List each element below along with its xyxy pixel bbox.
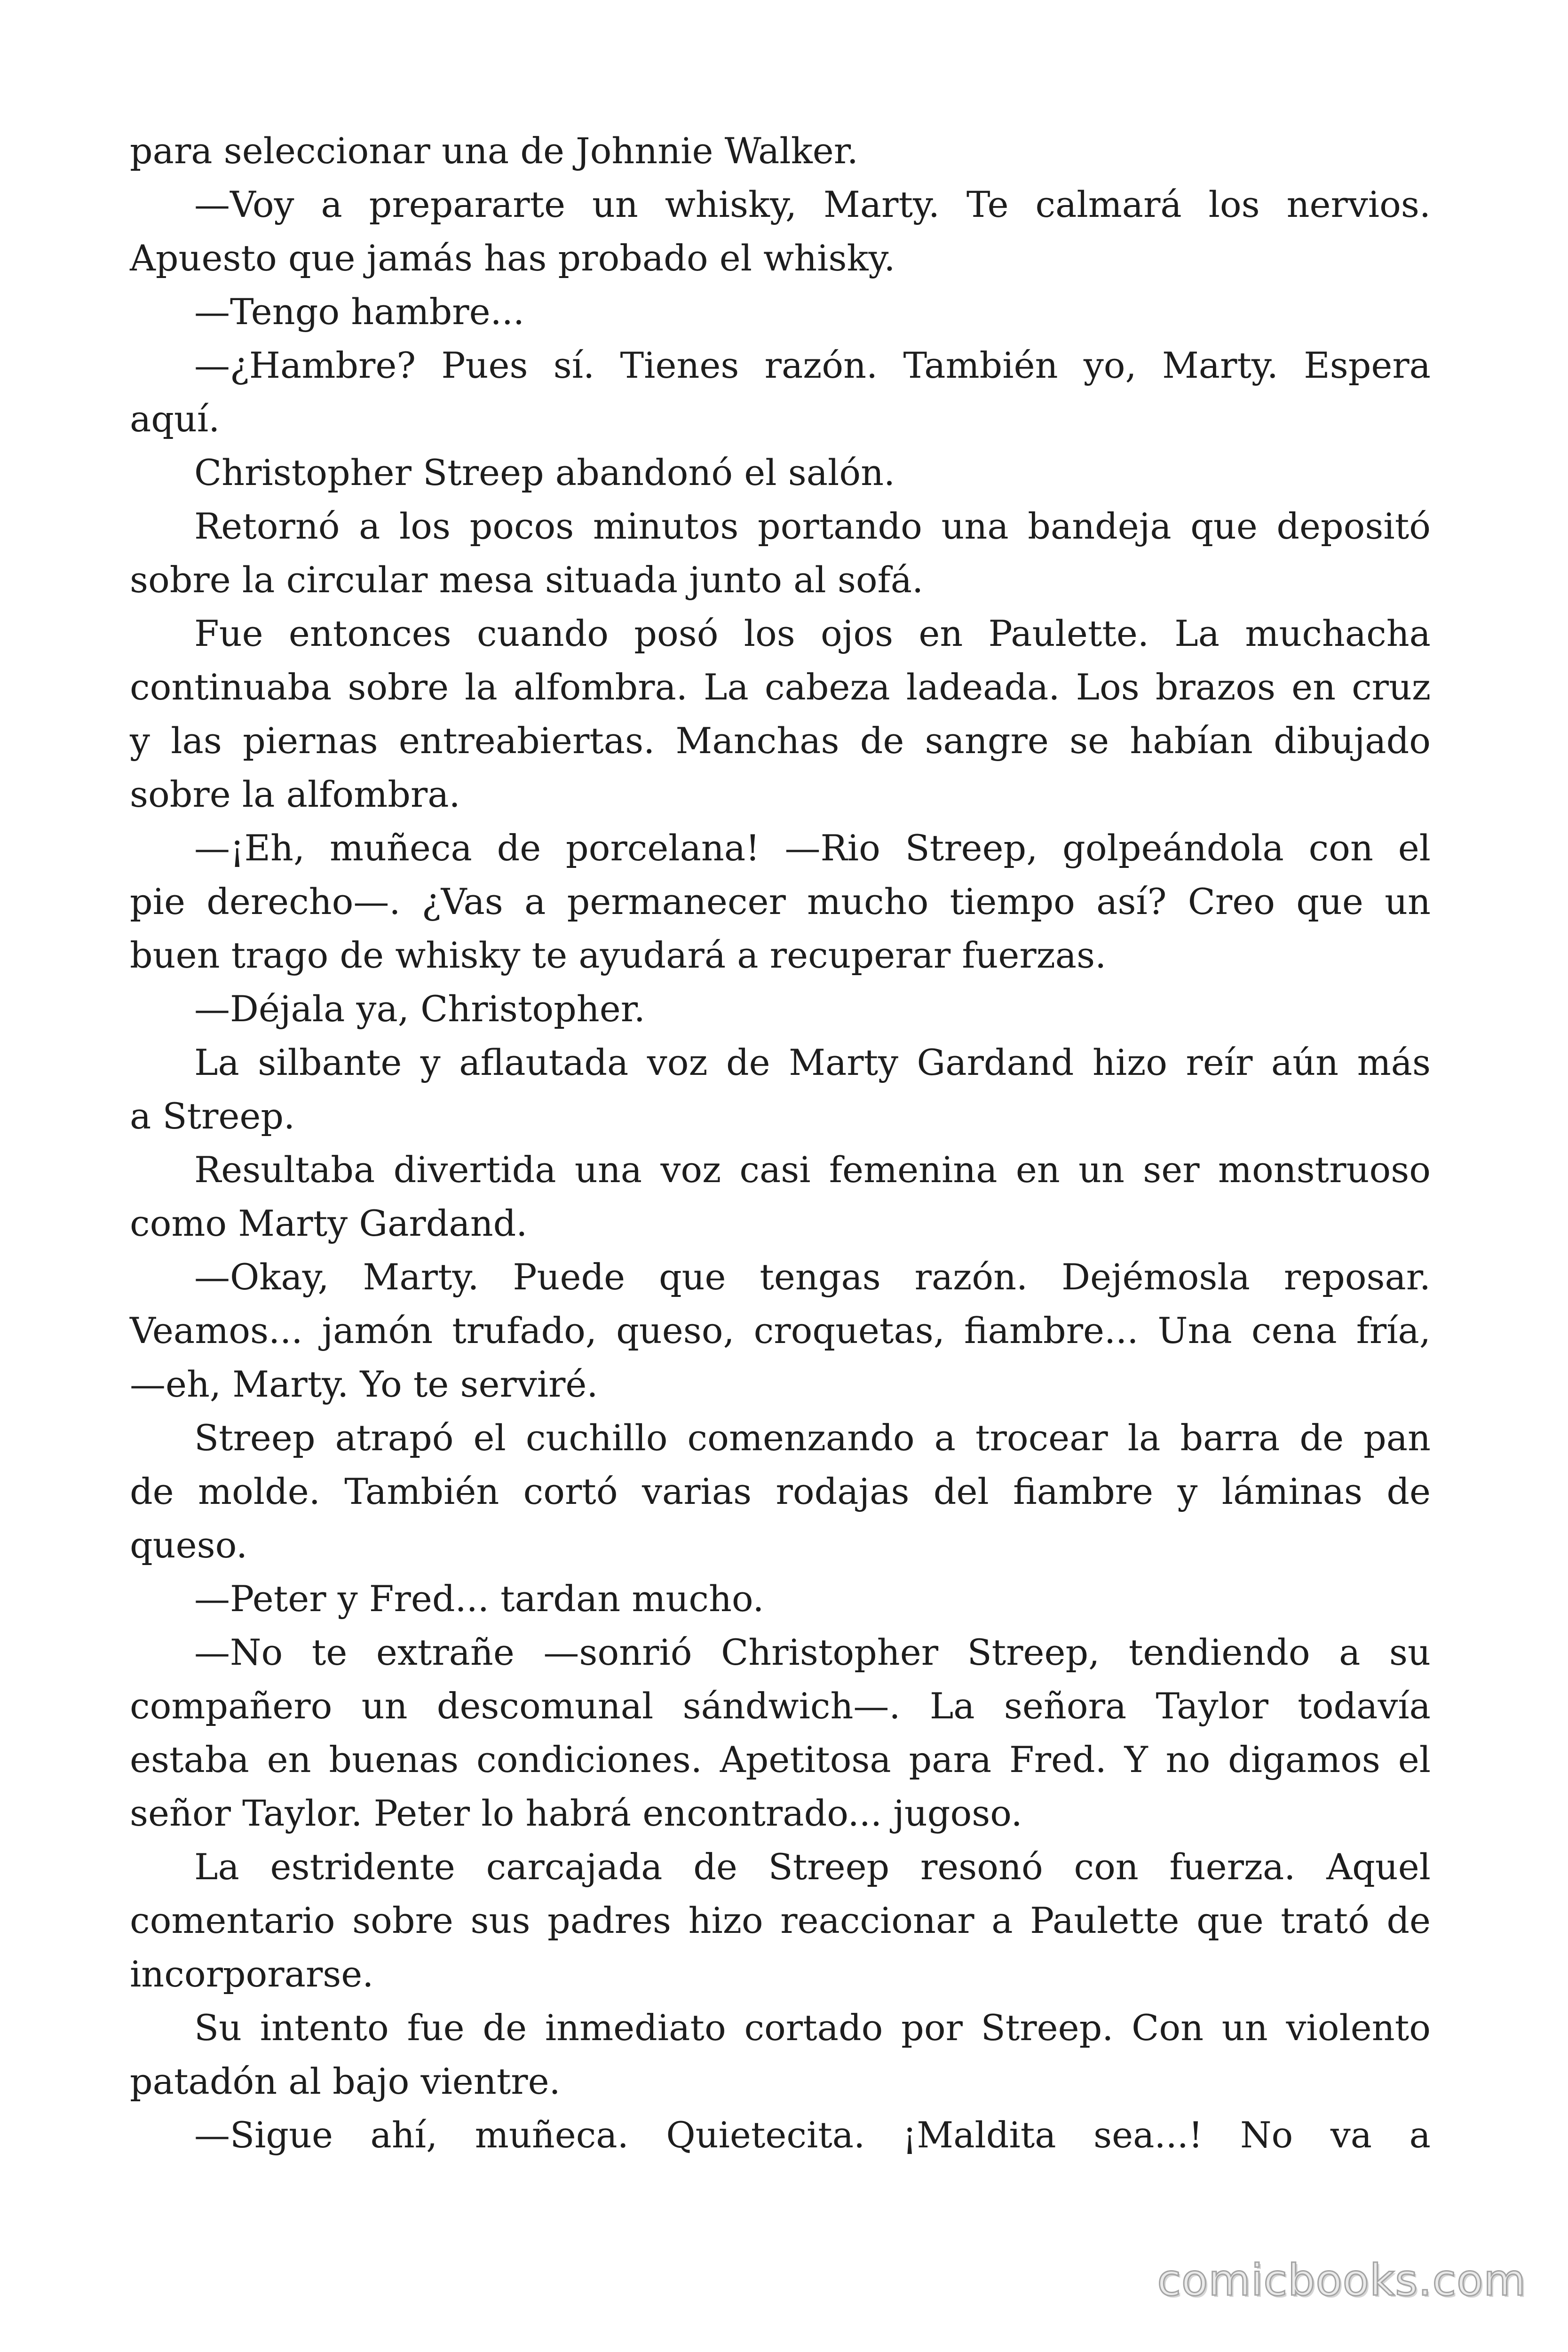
paragraph (130, 2001, 1431, 2108)
text-line: continuaba sobre la alfombra. La cabeza ladeada. Los brazos en cruz (130, 666, 1431, 708)
text-line: —Déjala ya, Christopher. (194, 988, 645, 1030)
text-line: compañero un descomunal sándwich—. La señora Taylor todavía (130, 1685, 1431, 1727)
text-line: Fue entonces cuando posó los ojos en Paulette. La muchacha (194, 612, 1431, 654)
text-line: —eh, Marty. Yo te serviré. (130, 1363, 598, 1405)
paragraph (130, 982, 1431, 1036)
text-line: La silbante y aflautada voz de Marty Gardand hizo reír aún más (194, 1041, 1431, 1083)
paragraph (130, 2108, 1431, 2162)
text-line: Christopher Streep abandonó el salón. (194, 452, 895, 493)
paragraph (130, 339, 1431, 446)
paragraph (130, 1411, 1431, 1572)
paragraph (130, 178, 1431, 285)
paragraph (130, 1143, 1431, 1250)
paragraph (130, 1572, 1431, 1626)
text-line: a Streep. (130, 1095, 295, 1137)
paragraph (130, 285, 1431, 339)
text-line: —Voy a prepararte un whisky, Marty. Te calmará los nervios. (194, 183, 1431, 225)
text-line: —Tengo hambre... (194, 291, 525, 333)
text-line: de molde. También cortó varias rodajas del fiambre y láminas de (130, 1470, 1431, 1512)
text-line: como Marty Gardand. (130, 1202, 528, 1244)
paragraph (130, 1626, 1431, 1840)
watermark: comicbooks.com (1157, 2255, 1526, 2305)
text-line: Retornó a los pocos minutos portando una bandeja que depositó (194, 505, 1431, 547)
paragraph (130, 1036, 1431, 1143)
text-line: aquí. (130, 398, 220, 440)
text-line: señor Taylor. Peter lo habrá encontrado... jugoso. (130, 1792, 1022, 1834)
text-line: comentario sobre sus padres hizo reaccionar a Paulette que trató de (130, 1899, 1431, 1941)
text-line: —Sigue ahí, muñeca. Quietecita. ¡Maldita sea...! No va a (194, 2114, 1431, 2156)
text-line: pie derecho—. ¿Vas a permanecer mucho tiempo así? Creo que un (130, 881, 1431, 922)
paragraph (130, 124, 1431, 178)
paragraph (130, 500, 1431, 607)
text-line: sobre la alfombra. (130, 773, 460, 815)
text-line: buen trago de whisky te ayudará a recuperar fuerzas. (130, 934, 1107, 976)
page-text (130, 124, 1431, 2162)
text-line: y las piernas entreabiertas. Manchas de sangre se habían dibujado (130, 720, 1431, 762)
text-line: —Okay, Marty. Puede que tengas razón. Dejémosla reposar. (194, 1256, 1431, 1298)
text-line: Su intento fue de inmediato cortado por Streep. Con un violento (194, 2007, 1431, 2049)
paragraph (130, 1840, 1431, 2001)
paragraph (130, 821, 1431, 982)
text-line: —¿Hambre? Pues sí. Tienes razón. También yo, Marty. Espera (194, 344, 1431, 386)
paragraph (130, 607, 1431, 821)
text-line: Streep atrapó el cuchillo comenzando a trocear la barra de pan (194, 1417, 1431, 1459)
text-line: —No te extrañe —sonrió Christopher Streep, tendiendo a su (194, 1631, 1431, 1673)
text-line: Veamos... jamón trufado, queso, croquetas, fiambre... Una cena fría, (130, 1310, 1431, 1351)
text-line: para seleccionar una de Johnnie Walker. (130, 130, 858, 172)
text-line: Resultaba divertida una voz casi femenina en un ser monstruoso (194, 1149, 1431, 1191)
text-line: patadón al bajo vientre. (130, 2060, 561, 2102)
text-line: queso. (130, 1524, 248, 1566)
paragraph (130, 446, 1431, 500)
text-line: —¡Eh, muñeca de porcelana! —Rio Streep, golpeándola con el (194, 827, 1431, 869)
text-line: Apuesto que jamás has probado el whisky. (130, 237, 895, 279)
text-line: La estridente carcajada de Streep resonó con fuerza. Aquel (194, 1846, 1431, 1888)
text-line: —Peter y Fred... tardan mucho. (194, 1578, 764, 1620)
text-line: sobre la circular mesa situada junto al sofá. (130, 559, 924, 601)
text-line: estaba en buenas condiciones. Apetitosa para Fred. Y no digamos el (130, 1739, 1431, 1780)
paragraph (130, 1250, 1431, 1411)
text-line: incorporarse. (130, 1953, 374, 1995)
